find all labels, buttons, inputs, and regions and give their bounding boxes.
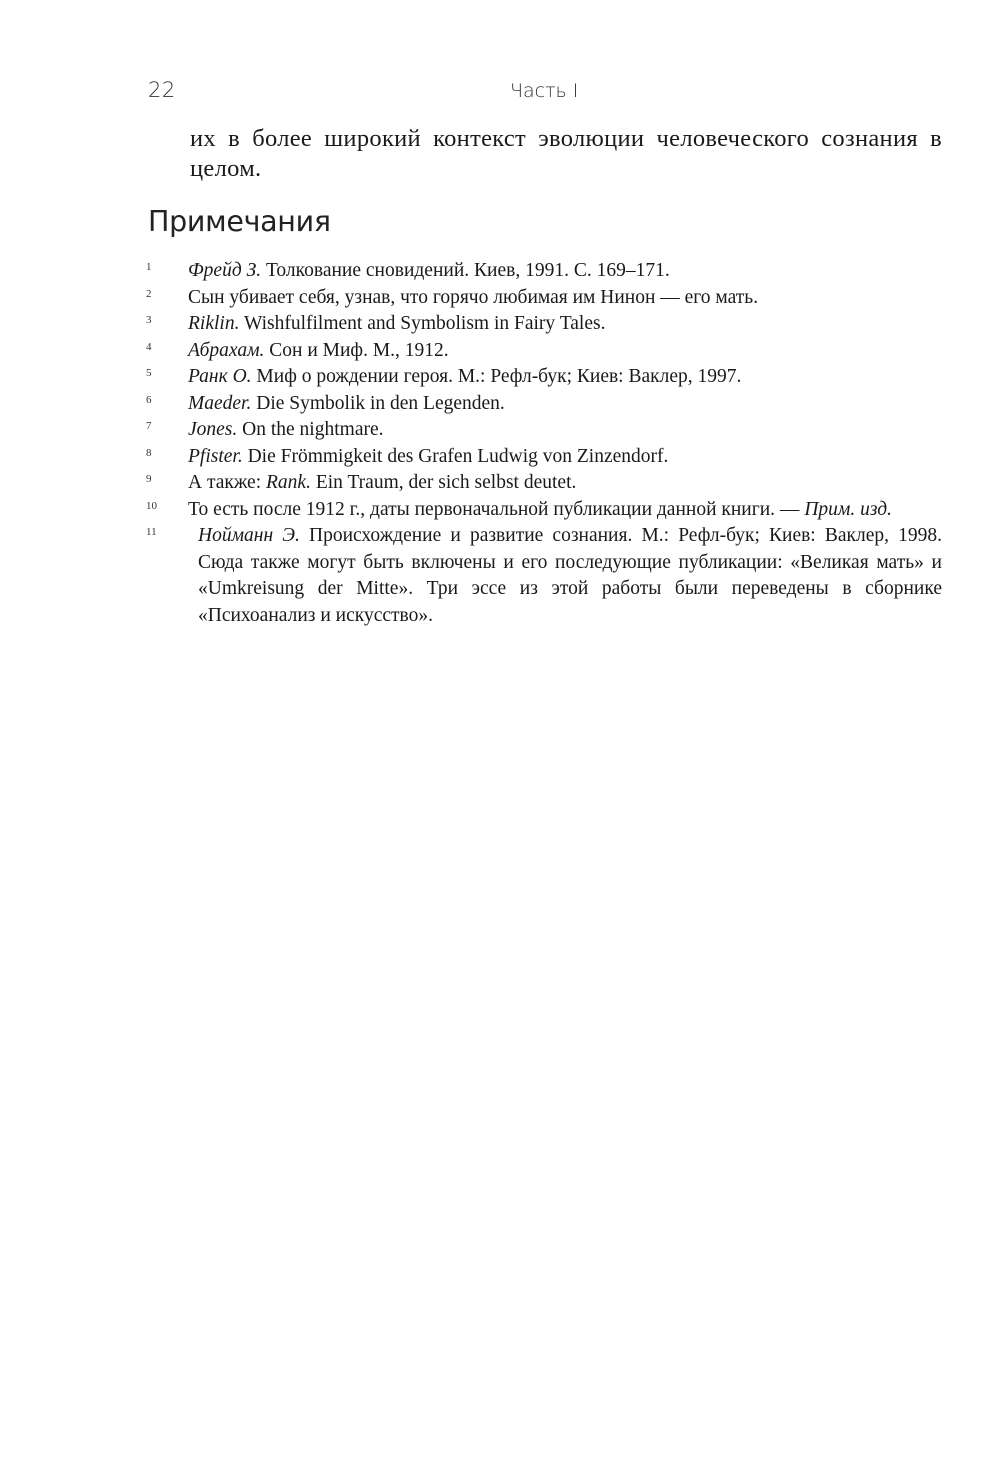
note-number: 6	[146, 393, 152, 406]
note-author: Ранк О.	[188, 366, 252, 387]
note-text: Сон и Миф. М., 1912.	[264, 339, 449, 361]
note-number: 2	[146, 287, 152, 300]
note-author: Pfister.	[188, 445, 243, 467]
note-number: 8	[146, 446, 152, 459]
note-text: Ein Traum, der sich selbst deutet.	[310, 472, 577, 493]
note-text: Происхождение и развитие сознания. М.: Рефл-бук; Киев: Ваклер, 1998. Сюда также могут быть включены и его последующие публикации: «Великая мать» и «Umkreisung der Mitte». Три эссе из этой работы были переведены в сборнике «Психоанализ и искусство».	[198, 525, 942, 626]
notes-heading: Примечания	[148, 205, 331, 238]
note-author: Фрейд З.	[188, 260, 262, 281]
page-number: 22	[148, 78, 176, 102]
body-paragraph: их в более широкий контекст эволюции человеческого сознания в целом.	[190, 125, 942, 182]
note-item-8	[146, 444, 942, 471]
note-author: Riklin.	[188, 313, 240, 334]
note-number: 4	[146, 340, 152, 353]
note-text: Die Symbolik in den Legenden.	[251, 392, 505, 414]
note-author: Maeder.	[188, 392, 252, 414]
note-item-9	[146, 470, 942, 497]
note-number: 3	[146, 314, 152, 326]
note-number: 11	[146, 526, 157, 538]
note-body	[188, 444, 942, 471]
note-text: Миф о рождении героя. М.: Рефл-бук; Киев: Ваклер, 1997.	[251, 366, 742, 387]
note-author: Jones.	[188, 419, 238, 440]
note-number: 5	[146, 367, 152, 379]
note-item-2	[146, 285, 942, 312]
note-item-5	[146, 364, 942, 391]
note-item-6	[146, 391, 942, 418]
note-body	[188, 338, 942, 365]
note-author: Rank.	[266, 472, 311, 493]
note-number: 1	[146, 261, 152, 273]
note-text: Толкование сновидений. Киев, 1991. С. 169–171.	[261, 260, 670, 281]
note-text: Wishfulfilment and Symbolism in Fairy Tales.	[239, 313, 606, 334]
note-body	[188, 258, 942, 285]
note-text: Сын убивает себя, узнав, что горячо любимая им Нинон — его мать.	[188, 286, 759, 308]
running-header: Часть I	[510, 80, 579, 102]
note-item-4	[146, 338, 942, 365]
note-body	[188, 311, 942, 338]
note-body	[188, 497, 942, 524]
note-author: Нойманн Э.	[198, 525, 300, 546]
note-body	[188, 391, 942, 418]
note-suffix: Прим. изд.	[804, 498, 892, 520]
note-item-7	[146, 417, 942, 444]
note-text: Die Frömmigkeit des Grafen Ludwig von Zinzendorf.	[242, 445, 669, 467]
note-body	[188, 470, 942, 497]
note-body	[188, 523, 942, 629]
notes-list	[146, 258, 942, 629]
note-text: On the nightmare.	[237, 419, 384, 440]
note-number: 7	[146, 420, 152, 432]
note-item-3	[146, 311, 942, 338]
note-text: То есть после 1912 г., даты первоначальной публикации данной книги. —	[188, 498, 805, 520]
note-item-11	[146, 523, 942, 629]
note-item-10	[146, 497, 942, 524]
note-author: Абрахам.	[188, 339, 265, 361]
note-number: 10	[146, 499, 157, 512]
note-prefix: А также:	[188, 472, 267, 493]
note-number: 9	[146, 473, 152, 485]
note-item-1	[146, 258, 942, 285]
note-body	[188, 285, 942, 312]
note-body	[188, 417, 942, 444]
note-body	[188, 364, 942, 391]
